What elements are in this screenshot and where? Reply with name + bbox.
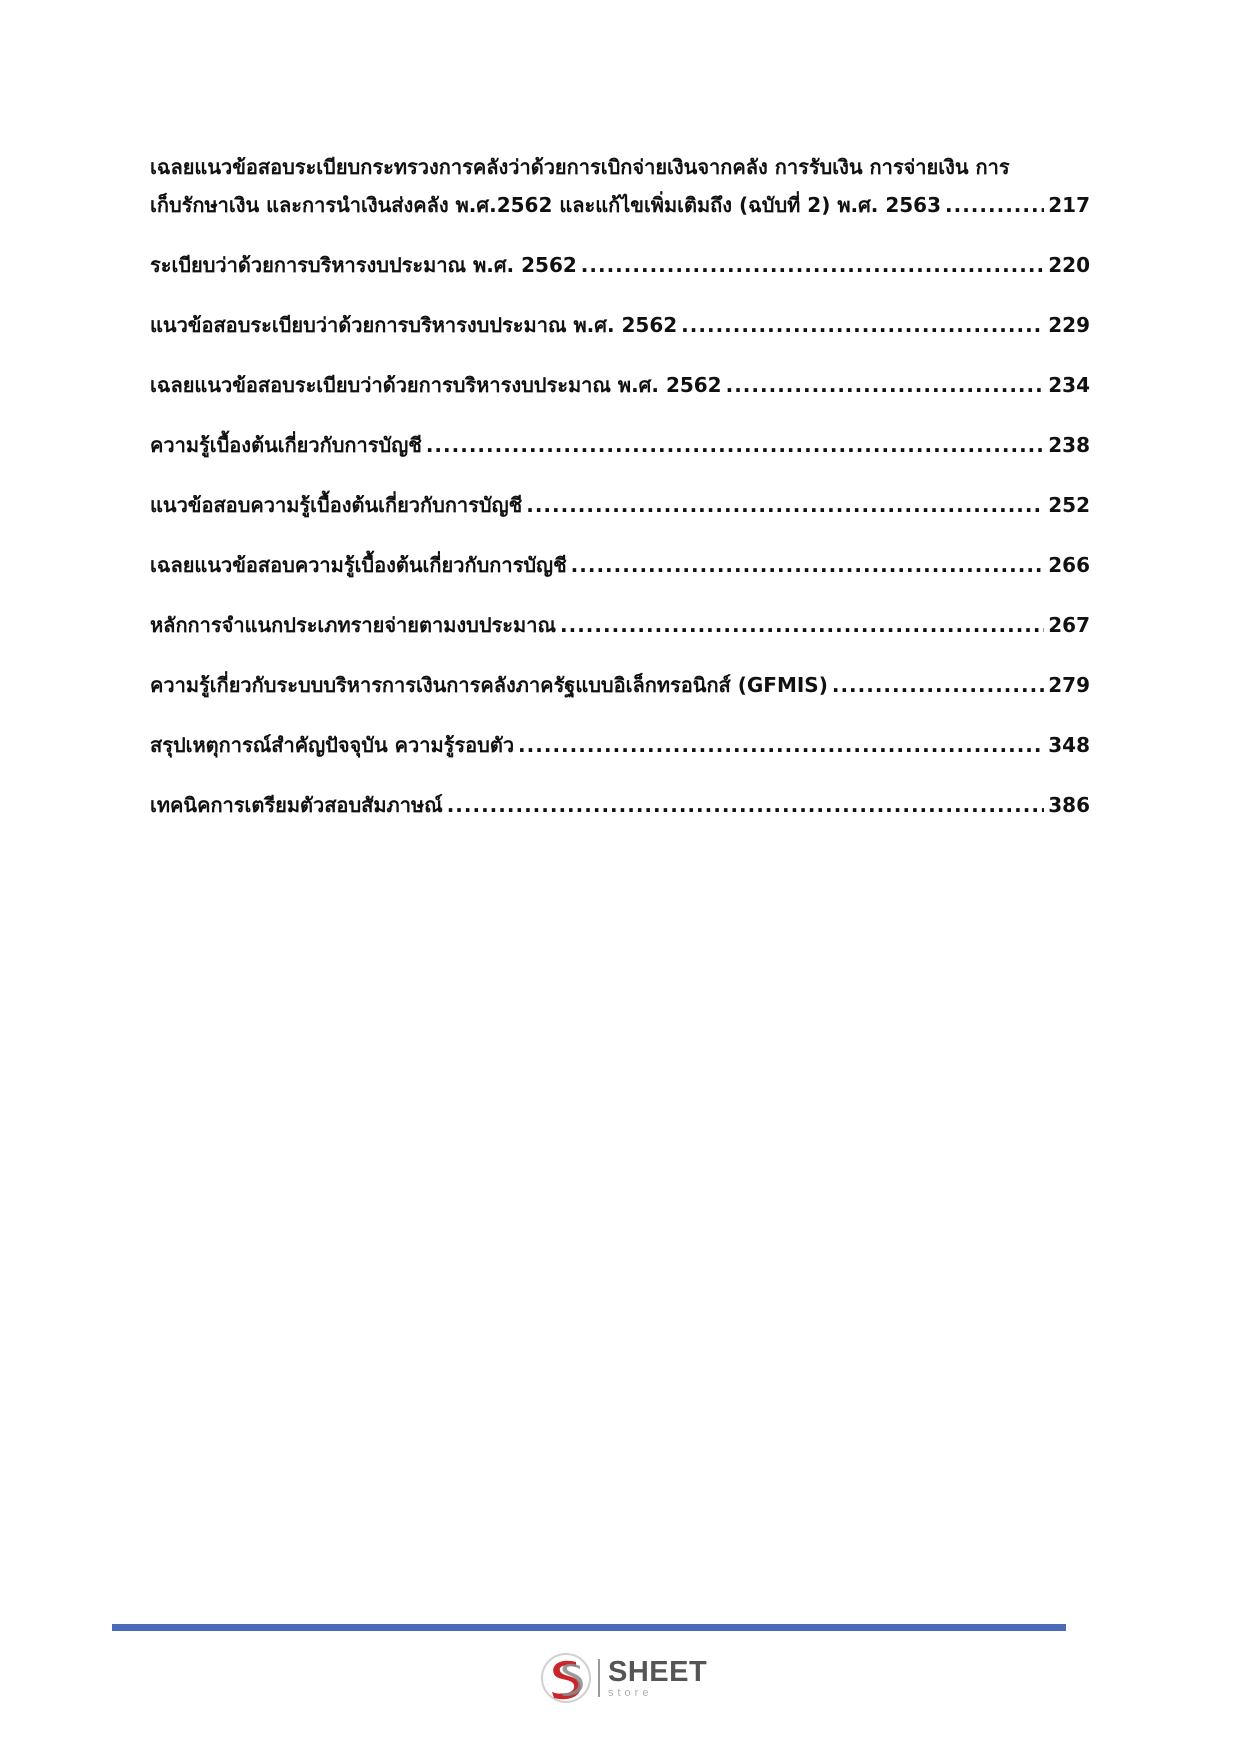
sheet-store-s-logo-icon	[540, 1652, 592, 1704]
toc-entry-page: 279	[1048, 673, 1090, 697]
logo-subtext: store	[608, 1686, 653, 1699]
toc-entry-page: 234	[1048, 373, 1090, 397]
dot-leader	[945, 186, 1044, 224]
footer-divider	[112, 1624, 1066, 1631]
dot-leader	[526, 486, 1044, 524]
toc-entry[interactable]	[150, 246, 1090, 284]
toc-entry[interactable]	[150, 426, 1090, 464]
table-of-contents	[150, 148, 1090, 846]
dot-leader	[726, 366, 1045, 404]
dot-leader	[571, 546, 1045, 584]
dot-leader	[447, 786, 1045, 824]
toc-entry-page: 386	[1048, 793, 1090, 817]
logo-text	[608, 1655, 708, 1699]
toc-entry-title: หลักการจำแนกประเภทรายจ่ายตามงบประมาณ	[150, 613, 557, 637]
toc-entry-title: เฉลยแนวข้อสอบระเบียบว่าด้วยการบริหารงบประมาณ พ.ศ. 2562	[150, 373, 722, 397]
toc-entry[interactable]	[150, 366, 1090, 404]
toc-entry[interactable]	[150, 786, 1090, 824]
sheet-store-logo	[540, 1652, 707, 1704]
toc-entry-title: สรุปเหตุการณ์สำคัญปัจจุบัน ความรู้รอบตัว	[150, 733, 515, 757]
toc-entry-title: แนวข้อสอบความรู้เบื้องต้นเกี่ยวกับการบัญชี	[150, 493, 523, 517]
toc-entry[interactable]	[150, 486, 1090, 524]
toc-entry[interactable]	[150, 726, 1090, 764]
dot-leader	[832, 666, 1044, 704]
toc-entry-title: เทคนิคการเตรียมตัวสอบสัมภาษณ์	[150, 793, 443, 817]
toc-entry-title: เก็บรักษาเงิน และการนำเงินส่งคลัง พ.ศ.2562 และแก้ไขเพิ่มเติมถึง (ฉบับที่ 2) พ.ศ. 2563	[150, 193, 942, 217]
dot-leader	[426, 426, 1044, 464]
dot-leader	[681, 306, 1044, 344]
dot-leader	[560, 606, 1044, 644]
toc-entry[interactable]	[150, 546, 1090, 584]
dot-leader	[518, 726, 1044, 764]
toc-entry-page: 266	[1048, 553, 1090, 577]
toc-entry-title: แนวข้อสอบระเบียบว่าด้วยการบริหารงบประมาณ พ.ศ. 2562	[150, 313, 678, 337]
toc-entry-page: 220	[1048, 253, 1090, 277]
toc-entry-title-line1: เฉลยแนวข้อสอบระเบียบกระทรวงการคลังว่าด้วยการเบิกจ่ายเงินจากคลัง การรับเงิน การจ่ายเงิน การ	[150, 155, 1010, 179]
toc-entry-page: 238	[1048, 433, 1090, 457]
dot-leader	[581, 246, 1044, 284]
toc-entry-title: ความรู้เกี่ยวกับระบบบริหารการเงินการคลังภาครัฐแบบอิเล็กทรอนิกส์ (GFMIS)	[150, 673, 828, 697]
toc-entry-page: 267	[1048, 613, 1090, 637]
toc-entry-title: ความรู้เบื้องต้นเกี่ยวกับการบัญชี	[150, 433, 422, 457]
toc-entry-page: 348	[1048, 733, 1090, 757]
toc-entry-title: เฉลยแนวข้อสอบความรู้เบื้องต้นเกี่ยวกับการบัญชี	[150, 553, 567, 577]
toc-entry-page: 252	[1048, 493, 1090, 517]
toc-entry-page: 229	[1048, 313, 1090, 337]
logo-brand-text: SHEET	[608, 1655, 708, 1688]
toc-entry[interactable]	[150, 666, 1090, 704]
toc-entry[interactable]	[150, 606, 1090, 644]
toc-entry-page: 217	[1048, 193, 1090, 217]
toc-entry[interactable]	[150, 306, 1090, 344]
logo-divider	[598, 1659, 600, 1697]
toc-entry[interactable]	[150, 148, 1090, 224]
toc-entry-title: ระเบียบว่าด้วยการบริหารงบประมาณ พ.ศ. 2562	[150, 253, 577, 277]
